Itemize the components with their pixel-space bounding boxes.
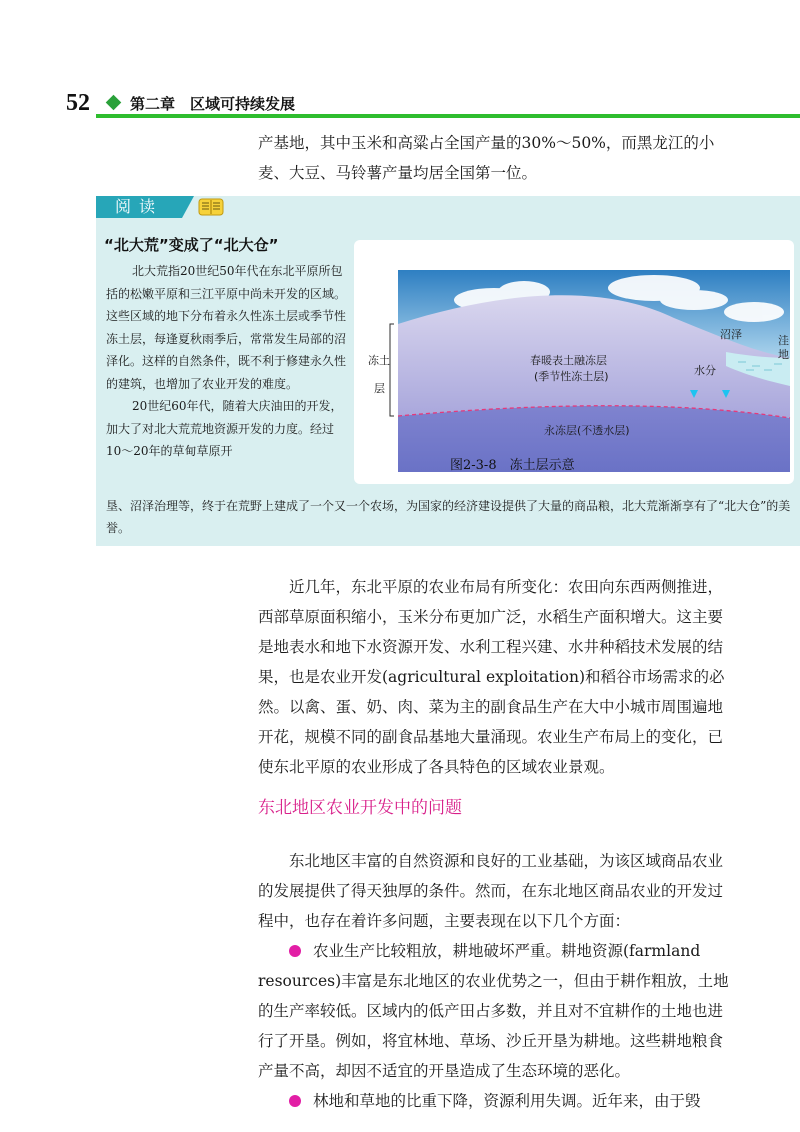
book-icon [198,197,224,217]
header-rule [96,114,800,118]
label-lowland-2: 地 [778,348,789,361]
bullet-item-1 [258,936,732,1086]
chapter-title: 第二章 区域可持续发展 [130,95,296,113]
reading-paragraph-1: 北大荒指20世纪50年代在东北平原所包括的松嫩平原和三江平原中尚未开发的区域。这些区域的地下分布着永久性冻土层或季节性冻土层，每逢夏秋雨季后，常常发生局部的沼泽化。这样的自然条件，既不利于修建永久性的建筑，也增加了农业开发的难度。 [106,264,347,391]
label-seasonal-2: (季节性冻土层) [534,370,609,383]
intro-paragraph [258,128,732,188]
paragraph-3 [258,846,732,1116]
figure-caption: 图2-3-8 冻土层示意 [450,458,575,473]
reading-tab-corner [182,196,194,218]
frozen-soil-bracket [390,324,394,416]
bullet-text-2: 林地和草地的比重下降，资源利用失调。近年来，由于毁 [313,1092,701,1110]
permafrost-diagram [354,240,794,484]
intro-text: 产基地，其中玉米和高粱占全国产量的30%～50%，而黑龙江的小麦、大豆、马铃薯产量均居全国第一位。 [258,134,715,182]
paragraph-3-text: 东北地区丰富的自然资源和良好的工业基础，为该区域商品农业的发展提供了得天独厚的条件。然而，在东北地区商品农业的开发过程中，也存在着许多问题，主要表现在以下几个方面： [258,852,724,930]
figure-frame [354,240,794,484]
page-number: 52 [66,90,90,116]
paragraph-2-text: 近几年，东北平原的农业布局有所变化：农田向东西两侧推进，西部草原面积缩小，玉米分布更加广泛，水稻生产面积增大。这主要是地表水和地下水资源开发、水利工程兴建、水井种稻技术发展的结果，也是农业开发(agricultural exploitation)和稻谷市场需求的必然。以禽、蛋、奶、肉、菜为主的副食品生产在大中小城市周围遍地开花，规模不同的副食品基地大量涌现。农业生产布局上的变化，已使东北平原的农业形成了各具特色的区域农业景观。 [258,578,725,776]
reading-tab: 阅读 [96,196,182,218]
label-seasonal-1: 春暖表土融冻层 [530,354,607,367]
label-water: 水分 [694,364,716,377]
bullet-text-1: 农业生产比较粗放，耕地破坏严重。耕地资源(farmland resources)丰富是东北地区的农业优势之一，但由于耕作粗放，土地的生产率较低。区域内的低产田占多数，并且对不宜耕作的土地也进行了开垦。例如，将宜林地、草场、沙丘开垦为耕地。这些耕地粮食产量不高，却因不适宜的开垦造成了生态环境的恶化。 [258,942,729,1080]
paragraph-2 [258,572,732,782]
label-swamp: 沼泽 [720,328,742,341]
label-frozen-soil-1: 冻土 [368,354,390,367]
bullet-icon [289,945,301,957]
reading-tail [106,496,796,539]
section-heading: 东北地区农业开发中的问题 [258,798,462,818]
reading-title: “北大荒”变成了“北大仓” [104,236,279,254]
reading-text [106,260,346,463]
diamond-icon [106,95,122,111]
bullet-icon [289,1095,301,1107]
label-permafrost: 永冻层(不透水层) [544,424,630,437]
bullet-item-2 [258,1086,732,1116]
label-lowland-1: 洼 [778,334,789,347]
reading-paragraph-2: 20世纪60年代，随着大庆油田的开发，加大了对北大荒荒地资源开发的力度。经过10～20年的草甸草原开 [106,399,343,458]
reading-box [96,196,800,546]
reading-tail-text: 垦、沼泽治理等，终于在荒野上建成了一个又一个农场，为国家的经济建设提供了大量的商品粮，北大荒渐渐享有了“北大仓”的美誉。 [106,499,791,535]
label-frozen-soil-2: 层 [374,382,385,395]
